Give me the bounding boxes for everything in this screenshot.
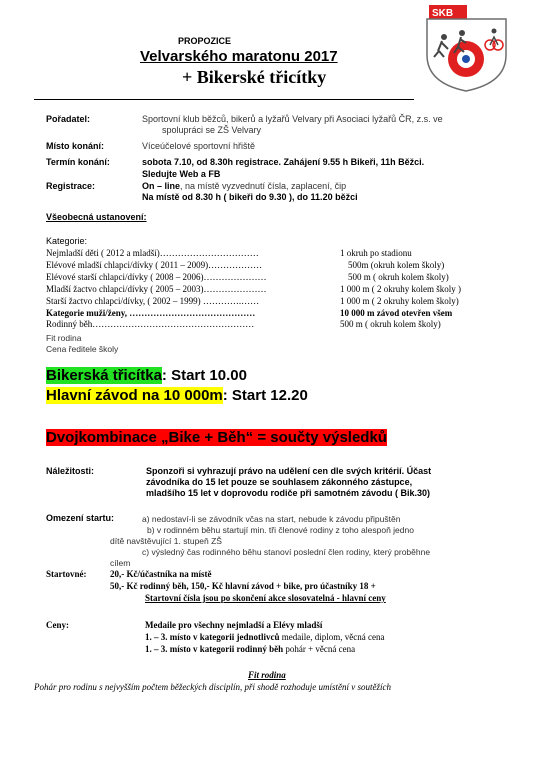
combo-banner: Dvojkombinace „Bike + Běh“ = součty výsledků (46, 429, 387, 446)
omezeni-b-1: b) v rodinném běhu startují min. tři členové rodiny z toho alespoň jedno (147, 525, 414, 535)
page-subtitle: + Bikerské třicítky (182, 67, 327, 87)
category-distance: 500m (okruh kolem školy) (348, 260, 445, 270)
omezeni-label: Omezení startu: (46, 513, 115, 523)
startovne-line-2: 50,- Kč rodinný běh, 150,- Kč hlavní závod + bike, pro účastníky 18 + (110, 581, 376, 591)
termin-label: Termín konání: (46, 157, 110, 167)
footer-heading: Fit rodina (248, 670, 286, 680)
misto-label: Místo konání: (46, 141, 104, 151)
category-name: Kategorie muži/ženy, …………………………………… (46, 308, 256, 318)
nalezitosti-line-2: závodníka do 15 let pouze se souhlasem zákonného zástupce, (146, 477, 413, 487)
category-name: Mladší žactvo chlapci/dívky ( 2005 – 2003)………………… (46, 284, 267, 294)
svg-text:SKB: SKB (432, 8, 454, 19)
registrace-text-1: On – line, na místě vyzvednutí čísla, zaplacení, čip (142, 181, 347, 191)
bike-start: Bikerská třicítka: Start 10.00 (46, 367, 247, 384)
omezeni-a: a) nedostaví-li se závodník včas na start, nebude k závodu připuštěn (142, 514, 401, 524)
footer-text: Pohár pro rodinu s nejvyšším počtem běžeckých disciplín, při shodě rozhoduje umístění v soutěžích (34, 682, 391, 692)
termin-text-2: Sledujte Web a FB (142, 169, 221, 179)
category-distance: 1 okruh po stadionu (340, 248, 412, 258)
registrace-text-2: Na místě od 8.30 h ( bikeři do 9.30 ), do 11.20 běžci (142, 192, 358, 202)
nalezitosti-line-1: Sponzoři si vyhrazují právo na udělení cen dle svých kritérií. Účast (146, 466, 432, 476)
poradatel-text-2: spolupráci se ZŠ Velvary (162, 125, 262, 135)
general-heading: Všeobecná ustanovení: (46, 212, 147, 222)
category-name: Elévové mladší chlapci/dívky ( 2011 – 2009)……………… (46, 260, 263, 270)
club-logo-icon (424, 5, 509, 93)
startovne-line-1: 20,- Kč/účastníka na místě (110, 569, 212, 579)
category-name: Rodinný běh……………………………………………… (46, 319, 255, 329)
category-distance: 10 000 m závod otevřen všem (340, 308, 453, 318)
ceny-label: Ceny: (46, 620, 69, 630)
kategorie-label: Kategorie: (46, 236, 88, 246)
ceny-line-2: 1. – 3. místo v kategorii jednotlivců medaile, diplom, věcná cena (145, 632, 385, 642)
cena-reditele-item: Cena ředitele školy (46, 344, 119, 354)
omezeni-b-2: dítě navštěvující 1. stupeň ZŠ (110, 536, 222, 546)
ceny-line-3: 1. – 3. místo v kategorii rodinný běh pohár + věcná cena (145, 644, 356, 654)
poradatel-text-1: Sportovní klub běžců, bikerů a lyžařů Velvary při Asociaci lyžařů ČR, z.s. ve (142, 114, 443, 124)
nalezitosti-label: Náležitosti: (46, 466, 95, 476)
fit-rodina-item: Fit rodina (46, 333, 82, 343)
poradatel-label: Pořadatel: (46, 114, 91, 124)
startovne-line-3: Startovní čísla jsou po skončení akce slosovatelná - hlavní ceny (145, 593, 386, 603)
nalezitosti-line-3: mladšího 15 let v doprovodu rodiče při samotném závodu ( Bik.30) (146, 488, 431, 498)
misto-text: Víceúčelové sportovní hřiště (142, 141, 256, 151)
propozice-label: PROPOZICE (178, 36, 232, 46)
category-name: Elévové starší chlapci/dívky ( 2008 – 2006)………………… (46, 272, 267, 282)
header-rule (34, 99, 414, 100)
startovne-label: Startovné: (46, 569, 87, 579)
category-distance: 1 000 m ( 2 okruhy kolem školy ) (340, 284, 461, 294)
page-title: Velvarského maratonu 2017 (140, 48, 338, 65)
category-distance: 1 000 m ( 2 okruhy kolem školy) (340, 296, 459, 306)
category-distance: 500 m ( okruh kolem školy) (340, 319, 441, 329)
ceny-line-1: Medaile pro všechny nejmladší a Elévy mladší (145, 620, 323, 630)
category-name: Starší žactvo chlapci/dívky, ( 2002 – 1999) ………….…… (46, 296, 260, 306)
category-distance: 500 m ( okruh kolem školy) (348, 272, 449, 282)
omezeni-c-1: c) výsledný čas rodinného běhu stanoví poslední člen rodiny, který proběhne (142, 547, 431, 557)
main-start: Hlavní závod na 10 000m: Start 12.20 (46, 387, 308, 404)
termin-text-1: sobota 7.10, od 8.30h registrace. Zahájení 9.55 h Bikeři, 11h Běžci. (142, 157, 425, 167)
category-name: Nejmladší děti ( 2012 a mladší)…………………………… (46, 248, 259, 258)
registrace-label: Registrace: (46, 181, 96, 191)
omezeni-c-2: cílem (110, 558, 131, 568)
